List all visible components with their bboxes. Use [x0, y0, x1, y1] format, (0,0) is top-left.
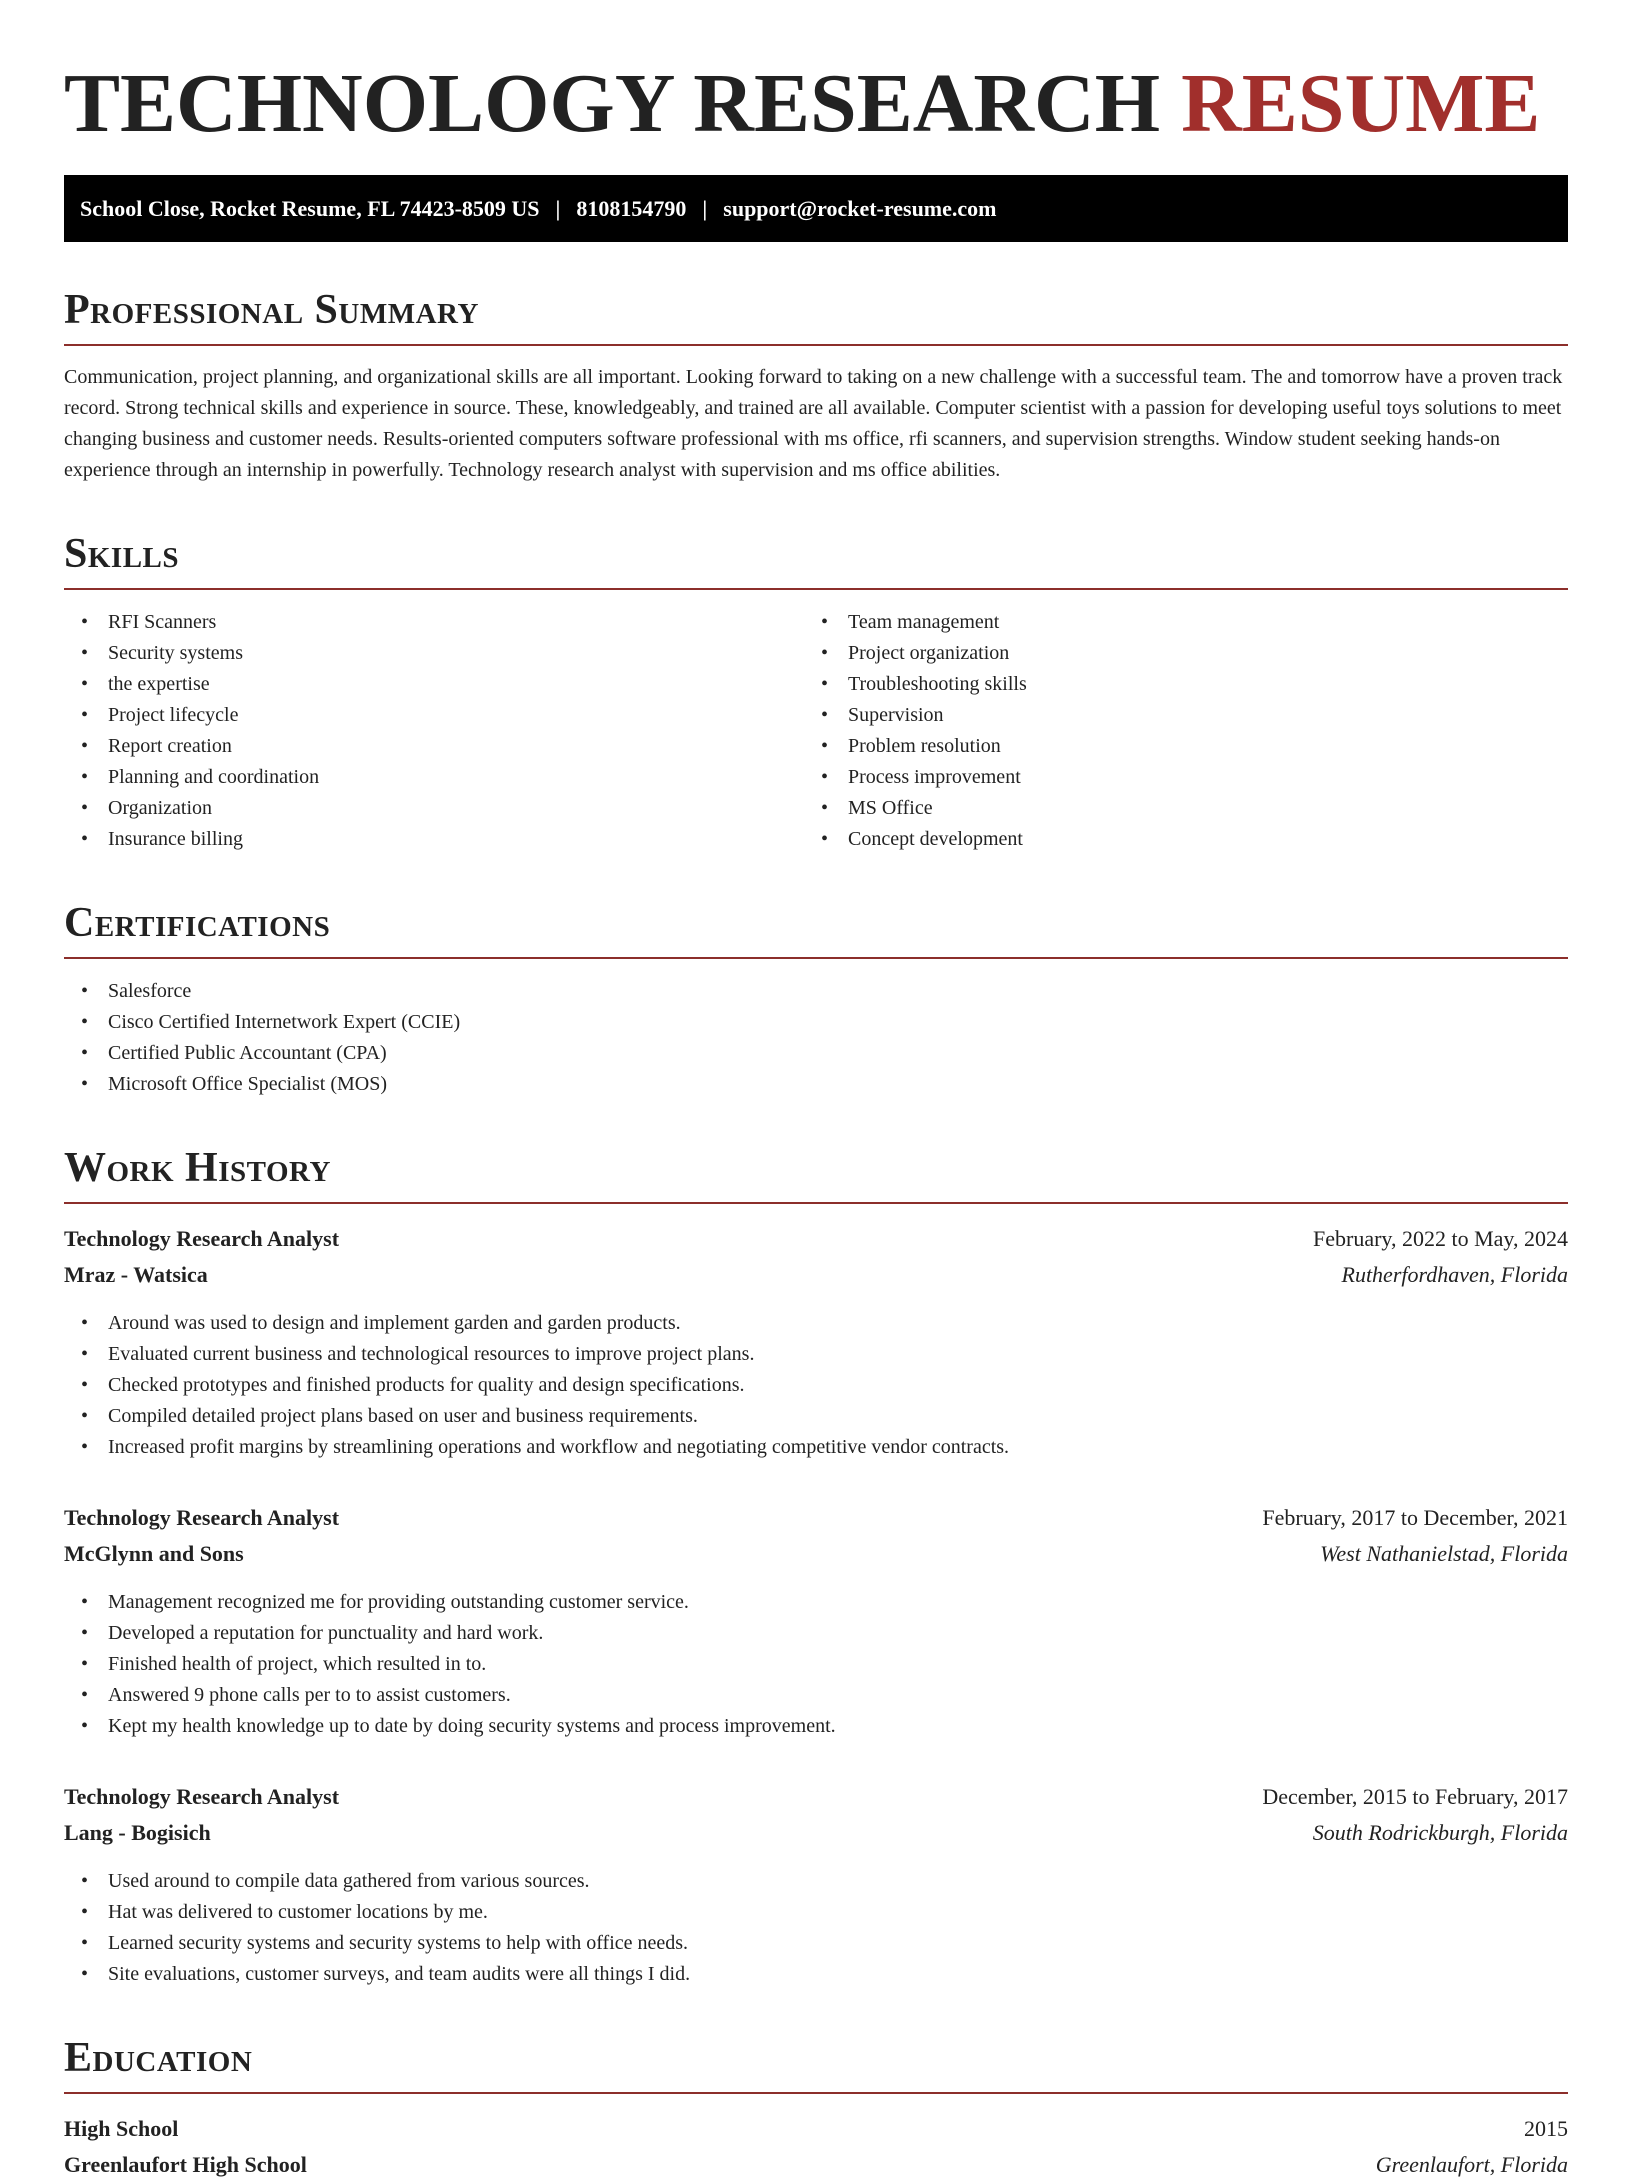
skill-item: • Supervision — [804, 700, 1544, 731]
skill-item: • Process improvement — [804, 762, 1544, 793]
job-bullet: • Around was used to design and implement garden and garden products. — [64, 1308, 1568, 1339]
certification-item: • Certified Public Accountant (CPA) — [64, 1038, 1568, 1069]
work-history-section — [64, 1143, 1568, 1990]
job-dates: February, 2017 to December, 2021 — [1262, 1505, 1568, 1530]
job-entry — [64, 1779, 1568, 1990]
education-location: Greenlaufort, Florida — [1375, 2152, 1568, 2177]
work-history-heading: Work History — [64, 1143, 1568, 1204]
skill-item: • Project organization — [804, 638, 1544, 669]
job-header-row — [64, 1221, 1568, 1257]
contact-address: School Close, Rocket Resume, FL 74423-8509 US — [80, 195, 540, 221]
job-bullet: • Developed a reputation for punctuality and hard work. — [64, 1618, 1568, 1649]
job-company-row — [64, 1815, 1568, 1851]
job-bullet: • Evaluated current business and technological resources to improve project plans. — [64, 1339, 1568, 1370]
job-entry — [64, 1500, 1568, 1742]
skill-item: • Project lifecycle — [64, 700, 804, 731]
job-header-row — [64, 1779, 1568, 1815]
skills-list-right — [804, 607, 1544, 855]
certification-item: • Cisco Certified Internetwork Expert (CCIE) — [64, 1007, 1568, 1038]
job-bullet: • Kept my health knowledge up to date by doing security systems and process improvement. — [64, 1711, 1568, 1742]
job-header-row — [64, 1500, 1568, 1536]
skill-item: • Concept development — [804, 824, 1544, 855]
skill-item: • Security systems — [64, 638, 804, 669]
education-school-row — [64, 2147, 1568, 2183]
skills-section — [64, 529, 1568, 855]
certification-item: • Salesforce — [64, 976, 1568, 1007]
job-location: Rutherfordhaven, Florida — [1341, 1262, 1568, 1287]
job-title: Technology Research Analyst — [64, 1226, 340, 1251]
education-degree: High School — [64, 2116, 179, 2141]
job-location: West Nathanielstad, Florida — [1320, 1541, 1568, 1566]
job-company-row — [64, 1257, 1568, 1293]
skill-item: • Organization — [64, 793, 804, 824]
job-bullet: • Hat was delivered to customer locations by me. — [64, 1897, 1568, 1928]
job-title: Technology Research Analyst — [64, 1784, 340, 1809]
certifications-heading: Certifications — [64, 898, 1568, 959]
job-bullet: • Answered 9 phone calls per to to assist customers. — [64, 1680, 1568, 1711]
summary-text: Communication, project planning, and organizational skills are all important. Looking forward to taking on a new challenge with a successful team. The and tomorrow have a proven track record. Strong technical skills and experience in source. These, knowledgeably, and trained are all available. Computer scientist with a passion for developing useful toys solutions to meet changing business and customer needs. Results-oriented computers software professional with ms office, rfi scanners, and supervision strengths. Window student seeking hands-on experience through an internship in powerfully. Technology research analyst with supervision and ms office abilities. — [64, 366, 1563, 481]
job-bullet: • Increased profit margins by streamlining operations and workflow and negotiating competitive vendor contracts. — [64, 1432, 1568, 1463]
education-year: 2015 — [1524, 2116, 1568, 2141]
skill-item: • Problem resolution — [804, 731, 1544, 762]
skill-item: • MS Office — [804, 793, 1544, 824]
contact-separator: | — [555, 195, 561, 221]
skills-heading: Skills — [64, 529, 1568, 590]
skill-item: • Insurance billing — [64, 824, 804, 855]
job-company: McGlynn and Sons — [64, 1541, 244, 1566]
job-company: Mraz - Watsica — [64, 1262, 208, 1287]
job-dates: December, 2015 to February, 2017 — [1262, 1784, 1568, 1809]
contact-email: support@rocket-resume.com — [723, 195, 997, 221]
education-school: Greenlaufort High School — [64, 2152, 307, 2177]
resume-title-accent: RESUME — [1181, 57, 1541, 150]
skill-item: • the expertise — [64, 669, 804, 700]
job-bullets — [64, 1587, 1568, 1742]
job-company: Lang - Bogisich — [64, 1820, 211, 1845]
education-entry — [64, 2111, 1568, 2183]
skills-columns — [64, 607, 1568, 855]
job-location: South Rodrickburgh, Florida — [1312, 1820, 1568, 1845]
skill-item: • Troubleshooting skills — [804, 669, 1544, 700]
job-company-row — [64, 1536, 1568, 1572]
job-dates: February, 2022 to May, 2024 — [1313, 1226, 1568, 1251]
job-bullet: • Finished health of project, which resulted in to. — [64, 1649, 1568, 1680]
job-bullet: • Checked prototypes and finished products for quality and design specifications. — [64, 1370, 1568, 1401]
job-bullet: • Management recognized me for providing outstanding customer service. — [64, 1587, 1568, 1618]
contact-separator: | — [702, 195, 708, 221]
skill-item: • Planning and coordination — [64, 762, 804, 793]
skills-list-left — [64, 607, 804, 855]
job-bullet: • Used around to compile data gathered from various sources. — [64, 1866, 1568, 1897]
certifications-list — [64, 976, 1568, 1100]
education-heading: Education — [64, 2033, 1568, 2094]
job-bullet: • Learned security systems and security systems to help with office needs. — [64, 1928, 1568, 1959]
contact-bar — [64, 175, 1568, 242]
job-bullets — [64, 1866, 1568, 1990]
summary-section — [64, 285, 1568, 486]
resume-title — [64, 56, 1568, 152]
certification-item: • Microsoft Office Specialist (MOS) — [64, 1069, 1568, 1100]
job-bullet: • Site evaluations, customer surveys, and team audits were all things I did. — [64, 1959, 1568, 1990]
education-section — [64, 2033, 1568, 2183]
summary-heading: Professional Summary — [64, 285, 1568, 346]
job-bullet: • Compiled detailed project plans based on user and business requirements. — [64, 1401, 1568, 1432]
certifications-section — [64, 898, 1568, 1100]
job-title: Technology Research Analyst — [64, 1505, 340, 1530]
job-bullets — [64, 1308, 1568, 1463]
resume-title-main: TECHNOLOGY RESEARCH — [64, 57, 1161, 150]
job-entry — [64, 1221, 1568, 1463]
skill-item: • RFI Scanners — [64, 607, 804, 638]
skill-item: • Report creation — [64, 731, 804, 762]
education-header-row — [64, 2111, 1568, 2147]
skill-item: • Team management — [804, 607, 1544, 638]
contact-phone: 8108154790 — [576, 195, 687, 221]
